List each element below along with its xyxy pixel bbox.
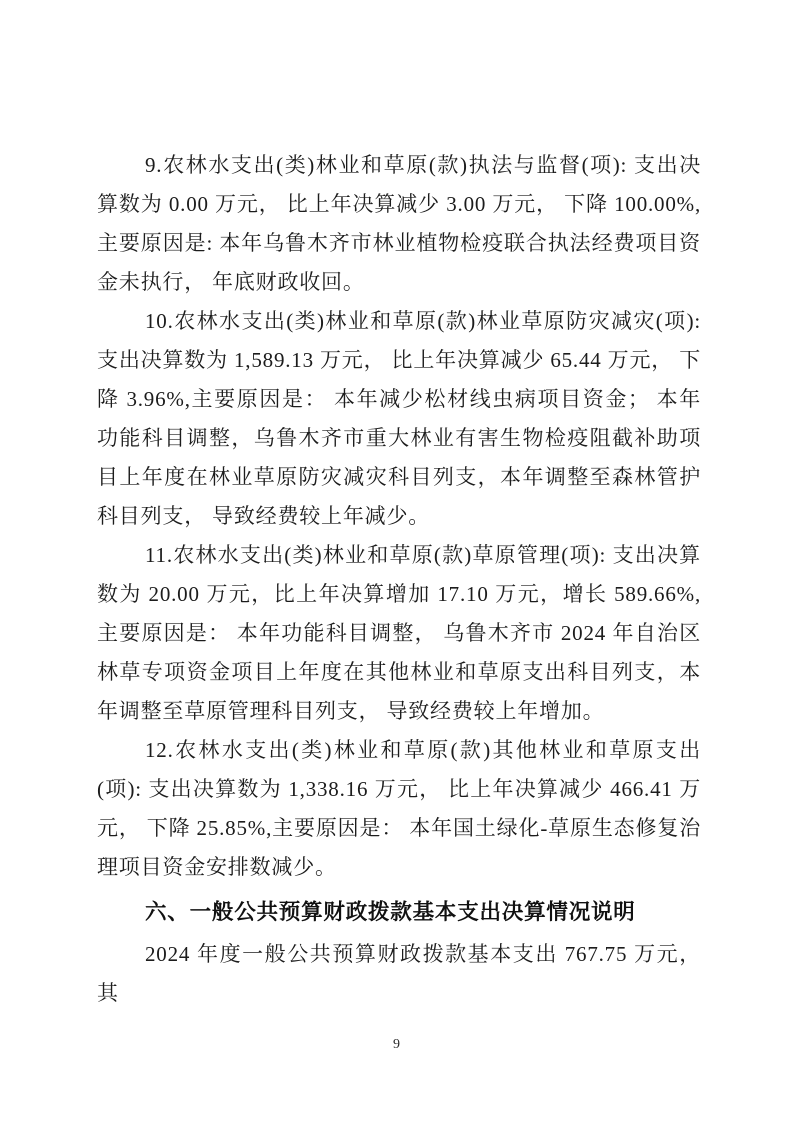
paragraph-item-10: 10.农林水支出(类)林业和草原(款)林业草原防灾减灾(项): 支出决算数为 1,589.13 万元， 比上年决算减少 65.44 万元， 下降 3.96%,主要原因是： 本年减少松材线虫病项目资金； 本年功能科目调整，乌鲁木齐市重大林业有害生物检疫阻截补助项目上年度在林业草原防灾减灾科目列支，本年调整至森林管护科目列支， 导致经费较上年减少。 bbox=[97, 309, 701, 528]
paragraph-item-11: 11.农林水支出(类)林业和草原(款)草原管理(项): 支出决算数为 20.00 万元，比上年决算增加 17.10 万元，增长 589.66%, 主要原因是： 本年功能科目调整， 乌鲁木齐市 2024 年自治区林草专项资金项目上年度在其他林业和草原支出科目列支，本年调整至草原管理科目列支， 导致经费较上年增加。 bbox=[97, 543, 701, 723]
section-heading: 六、一般公共预算财政拨款基本支出决算情况说明 bbox=[145, 900, 636, 924]
paragraph-item-12: 12.农林水支出(类)林业和草原(款)其他林业和草原支出(项): 支出决算数为 1,338.16 万元， 比上年决算减少 466.41 万元， 下降 25.85%,主要原因是： 本年国土绿化-草原生态修复治理项目资金安排数减少。 bbox=[97, 738, 701, 879]
closing-paragraph: 2024 年度一般公共预算财政拨款基本支出 767.75 万元，其 bbox=[97, 942, 701, 1005]
document-body bbox=[97, 146, 701, 1013]
paragraph-item-9: 9.农林水支出(类)林业和草原(款)执法与监督(项): 支出决算数为 0.00 万元， 比上年决算减少 3.00 万元， 下降 100.00%, 主要原因是: 本年乌鲁木齐市林业植物检疫联合执法经费项目资金未执行， 年底财政收回。 bbox=[97, 153, 701, 294]
page-number: 9 bbox=[393, 1037, 400, 1052]
